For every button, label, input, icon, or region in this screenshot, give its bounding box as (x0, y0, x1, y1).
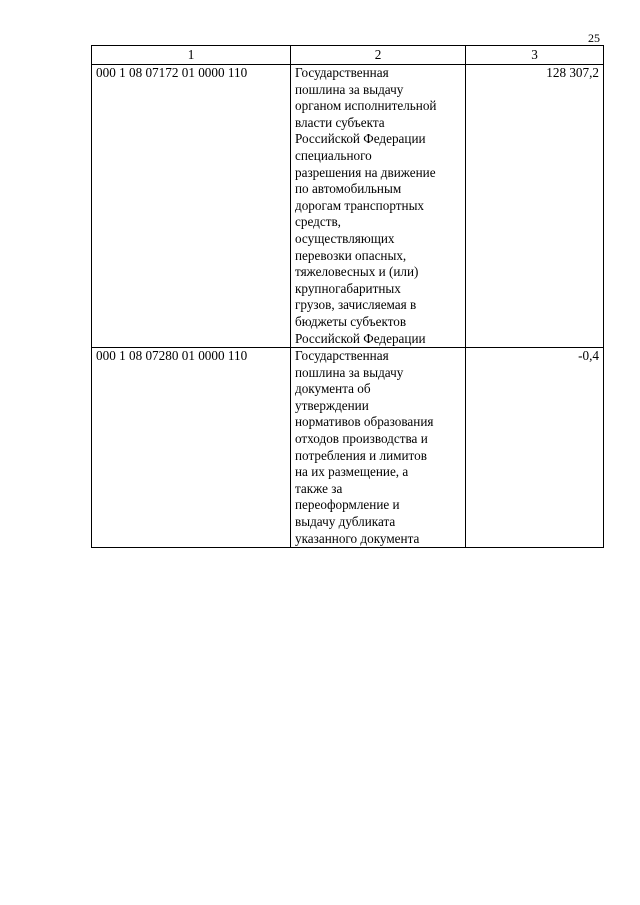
name-line: пошлина за выдачу (295, 81, 404, 97)
name-line: тяжеловесных и (или) (295, 264, 419, 280)
name-line: грузов, зачисляемая в (295, 297, 417, 313)
name-line: пошлина за выдачу (295, 364, 404, 380)
table-row (92, 65, 604, 348)
name-line: на их размещение, а (295, 464, 409, 480)
budget-code-cell: 000 1 08 07172 01 0000 110 (92, 65, 291, 348)
name-line: дорогам транспортных (295, 197, 425, 213)
page-number: 25 (588, 31, 600, 45)
budget-revenue-table (91, 45, 604, 548)
name-line: по автомобильным (295, 181, 402, 197)
budget-code-cell: 000 1 08 07280 01 0000 110 (92, 348, 291, 548)
name-line: Российской Федерации (295, 330, 426, 346)
name-line: переоформление и (295, 497, 400, 513)
name-line: средств, (295, 214, 341, 230)
name-line: нормативов образования (295, 414, 434, 430)
name-line: разрешения на движение (295, 164, 436, 180)
name-line: документа об (295, 381, 371, 397)
name-line: указанного документа (295, 530, 420, 546)
column-header-3: 3 (466, 46, 604, 65)
name-line: органом исполнительной (295, 98, 437, 114)
table-row (92, 348, 604, 548)
name-line: крупногабаритных (295, 280, 401, 296)
name-line: бюджеты субъектов (295, 313, 407, 329)
name-line: Государственная (295, 65, 389, 80)
name-line: специального (295, 147, 372, 163)
revenue-name-cell (291, 65, 466, 348)
name-line: отходов производства и (295, 431, 428, 447)
name-line: Российской Федерации (295, 131, 426, 147)
table-header-row (92, 46, 604, 65)
amount-cell: 128 307,2 (466, 65, 604, 348)
name-line: утверждении (295, 397, 369, 413)
column-header-2: 2 (291, 46, 466, 65)
name-line: власти субъекта (295, 114, 385, 130)
amount-cell: -0,4 (466, 348, 604, 548)
name-line: осуществляющих (295, 230, 395, 246)
name-line: перевозки опасных, (295, 247, 407, 263)
name-line: выдачу дубликата (295, 514, 396, 530)
revenue-name-cell (291, 348, 466, 548)
name-line: Государственная (295, 348, 389, 364)
name-line: потребления и лимитов (295, 447, 427, 463)
column-header-1: 1 (92, 46, 291, 65)
name-line: также за (295, 480, 343, 496)
